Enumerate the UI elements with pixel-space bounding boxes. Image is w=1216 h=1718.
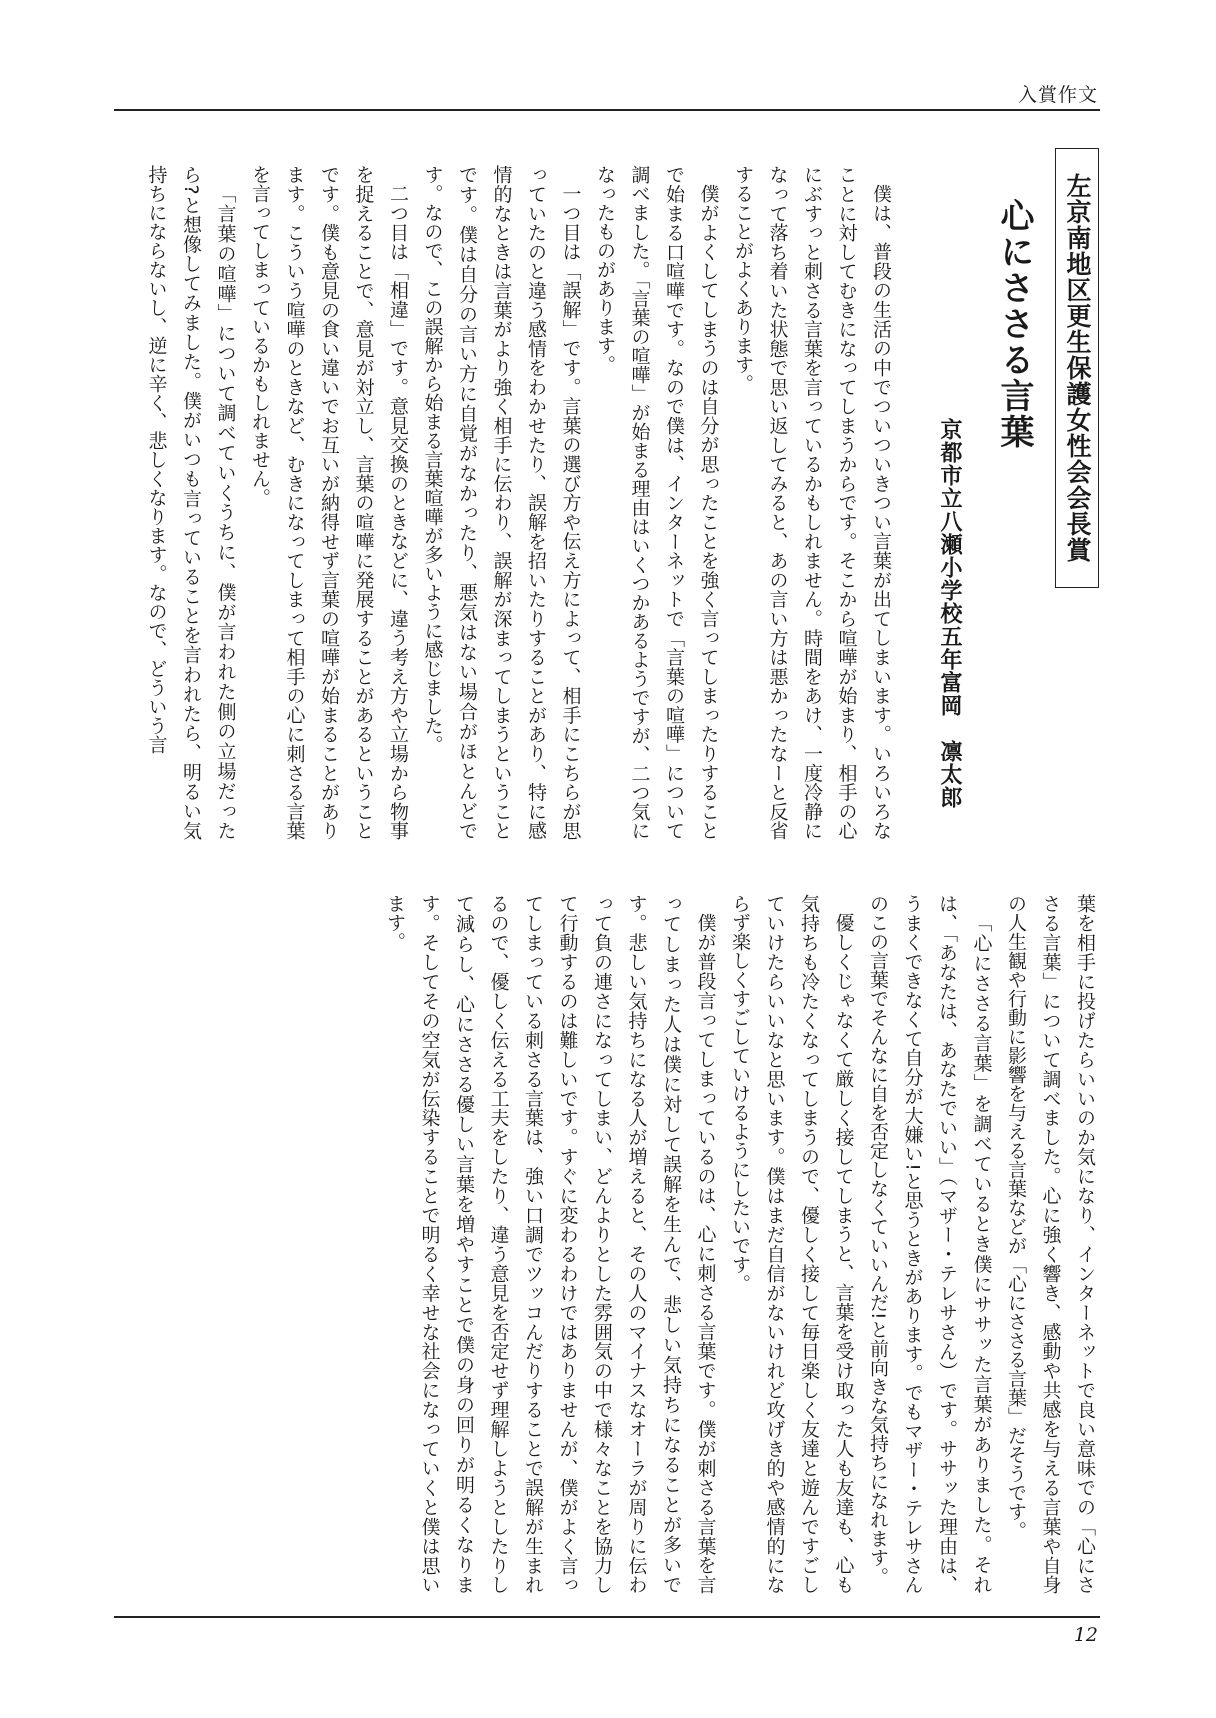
- author-school: 京都市立八瀬小学校五年: [937, 418, 962, 671]
- paragraph: 二つ目は「相違」です。意見交換のときなどに、違う考え方や立場から物事を捉えることで、意見が対立し、言葉の喧嘩に発展することがあるということです。僕も意見の食い違いでお互いが納得せず言葉の喧嘩が始まることがあります。こういう喧嘩のときなど、むきになってしまって相手の心に刺さる言葉を言ってしまっているかもしれません。: [249, 165, 409, 841]
- award-box: [1055, 148, 1099, 588]
- award-title: 左京南地区更生保護女性会会長賞: [1063, 173, 1092, 563]
- essay-body-lower: [322, 894, 1102, 1594]
- paragraph: 優しくじゃなくて厳しく接してしまうと、言葉を受け取った人も友達も、心も気持ちも冷たくなってしまうので、優しく接して毎日楽しく友達と遊んですごしていけたらいいなと思います。僕はまだ自信がないけれど攻げき的や感情的にならず楽しくすごしていけるようにしたいです。: [729, 894, 855, 1595]
- paragraph: 一つ目は「誤解」です。言葉の選び方や伝え方によって、相手にこちらが思っていたのと違う感情をわかせたり、誤解を招いたりすることがあり、特に感情的なときは言葉がより強く相手に伝わり、誤解が深まってしまうということです。僕は自分の言い方に自覚がなかったり、悪気はない場合がほとんどです。なので、この誤解から始まる言葉喧嘩が多いように感じました。: [421, 165, 582, 841]
- paragraph: 「心にささる言葉」を調べているとき僕にササッた言葉がありました。それは、「あなたは、あなたでいい」（マザー・テレサさん）です。ササッた理由は、うまくできなくて自分が大嫌い!と思うときがあります。でもマザー・テレサさんのこの言葉でそんなに自を否定しなくていいんだ!と前向きな気持ちになれます。: [867, 894, 993, 1595]
- essay-title: 心にささる言葉: [994, 198, 1034, 450]
- essay-body-upper: [116, 165, 898, 840]
- paragraph: 僕は、普段の生活の中でついついきつい言葉が出てしまいます。いろいろなことに対してむきになってしまうからです。そこから喧嘩が始まり、相手の心にぶすっと刺さる言葉を言っているかもしれません。時間をあけ、一度冷静になって落ち着いた状態で思い返してみると、あの言い方は悪かったなーと反省することがよくあります。: [732, 165, 892, 841]
- top-divider: [114, 109, 1100, 111]
- page-number: 12: [1073, 1624, 1098, 1646]
- bottom-divider: [114, 1616, 1100, 1618]
- byline: [934, 418, 965, 809]
- paragraph: 「言葉の喧嘩」について調べていくうちに、僕が言われた側の立場だったら?と想像してみました。僕がいつも言っていることを言われたら、明るい気持ちにならないし、逆に辛く、悲しくなります。なので、どういう言: [145, 165, 237, 840]
- paragraph: 僕がよくしてしまうのは自分が思ったことを強く言ってしまったりすることで始まる口喧嘩です。なので僕は、インターネットで「言葉の喧嘩」について調べました。「言葉の喧嘩」が始まる理由はいくつかあるようですが、二つ気になったものがあります。: [594, 165, 720, 841]
- paragraph: 僕が普段言ってしまっているのは、心に刺さる言葉です。僕が刺さる言葉を言ってしまった人は僕に対して誤解を生んで、悲しい気持ちになることが多いです。悲しい気持ちになる人が増えると、その人のマイナスなオーラが周りに伝わって負の連さになってしまい、どんよりとした雰囲気の中で様々なことを協力して行動するのは難しいです。すぐに変わるわけではありませんが、僕がよく言ってしまっている刺さる言葉は、強い口調でツッコんだりすることで誤解が生まれるので、優しく伝える工夫をしたり、違う意見を否定せず理解しようとしたりして減らし、心にささる優しい言葉を増やすことで僕の身の回りが明るくなります。そしてその空気が伝染することで明るく幸せな社会になっていくと僕は思います。: [384, 894, 717, 1595]
- paragraph: 葉を相手に投げたらいいのか気になり、インターネットで良い意味での「心にささる言葉」について調べました。心に強く響き、感動や共感を与える言葉や自身の人生観や行動に影響を与える言葉などが「心にささる言葉」だそうです。: [1005, 894, 1096, 1595]
- author-name: 富岡 凛太郎: [937, 671, 962, 809]
- section-label: 入賞作文: [1017, 84, 1098, 106]
